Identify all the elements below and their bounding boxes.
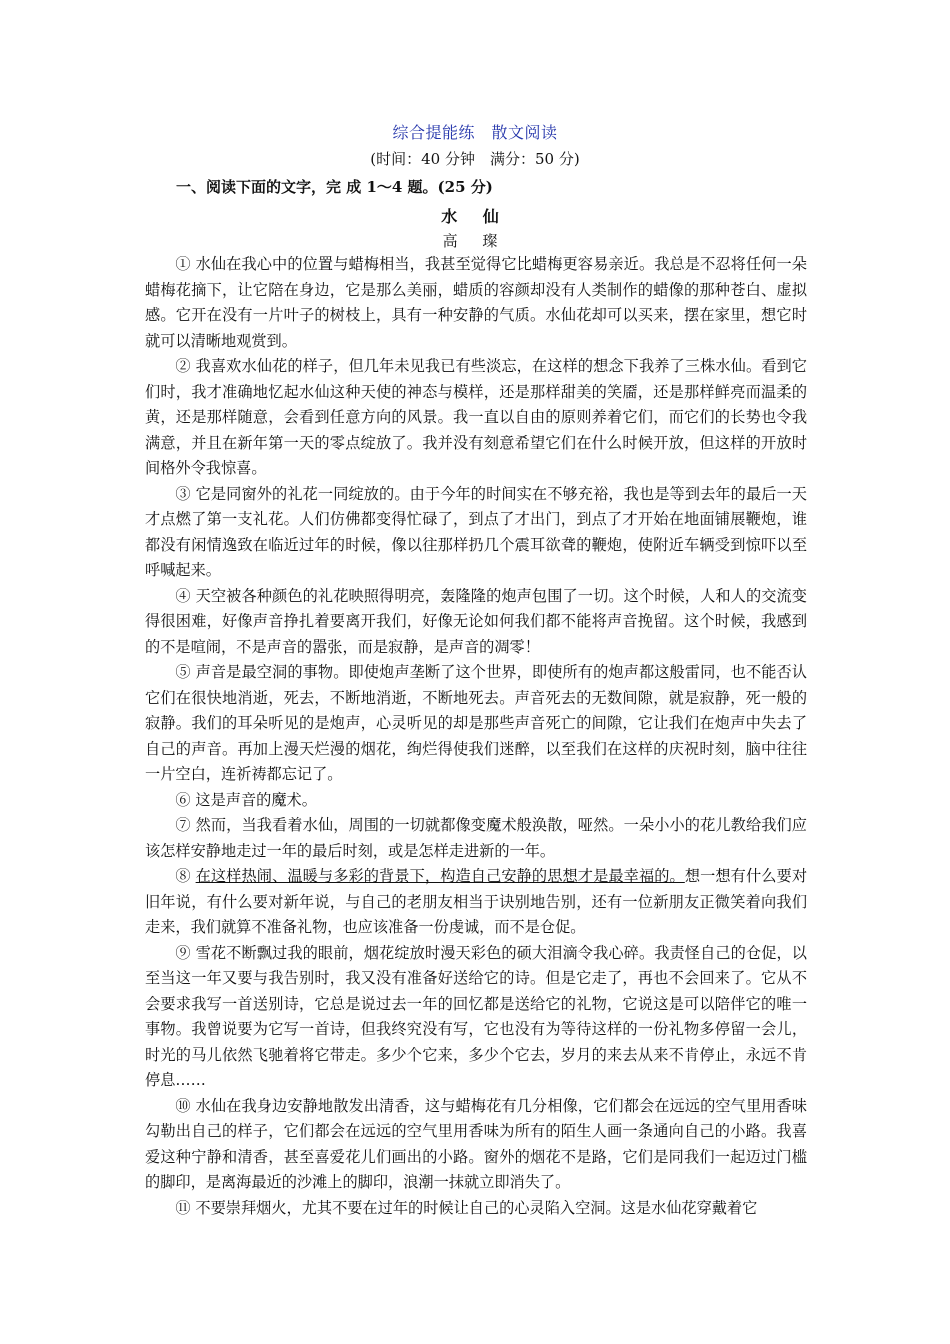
essay-title: 水 仙	[441, 207, 509, 226]
paragraph-6: ⑥ 这是声音的魔术。	[175, 790, 317, 809]
paragraph-11: ⑪ 不要崇拜烟火，尤其不要在过年的时候让自己的心灵陷入空洞。这是水仙花穿戴着它	[175, 1198, 758, 1217]
question-heading: 一、阅读下面的文字，完 成 1～4 题。(25 分)	[176, 178, 493, 196]
paragraph-1: ① 水仙在我心中的位置与蜡梅相当，我甚至觉得它比蜡梅更容易亲近。我总是不忍将任何一朵蜡梅花摘下，让它陪在身边，它是那么美丽，蜡质的容颜却没有人类制作的蜡像的那种苍白、虚拟感。它开在没有一片叶子的树枝上，具有一种安静的气质。水仙花却可以买来，摆在家里，想它时就可以清晰地观赏到。	[145, 255, 807, 350]
paragraph-2: ② 我喜欢水仙花的样子，但几年未见我已有些淡忘，在这样的想念下我养了三株水仙。看到它们时，我才准确地忆起水仙这种天使的神态与模样，还是那样甜美的笑靥，还是那样鲜亮而温柔的黄，还是那样随意，会看到任意方向的风景。我一直以自由的原则养着它们，而它们的长势也令我满意，并且在新年第一天的零点绽放了。我并没有刻意希望它们在什么时候开放，但这样的开放时间格外令我惊喜。	[145, 357, 807, 477]
paragraph-8-rest: 想一想有什么要对旧年说，有什么要对新年说，与自己的老朋友相当于诀别地告别，还有一位新朋友正微笑着向我们走来，我们就算不准备礼物，也应该准备一份虔诚，而不是仓促。	[145, 867, 808, 936]
paragraph-10: ⑩ 水仙在我身边安静地散发出清香，这与蜡梅花有几分相像，它们都会在远远的空气里用香味勾勒出自己的样子，它们都会在远远的空气里用香味为所有的陌生人画一条通向自己的小路。我喜爱这种宁静和清香，甚至喜爱花儿们画出的小路。窗外的烟花不是路，它们是同我们一起迈过门槛的脚印，是离海最近的沙滩上的脚印，浪潮一抹就立即消失了。	[145, 1096, 807, 1191]
essay-body	[145, 252, 807, 1221]
paragraph-8	[145, 864, 807, 941]
essay-author: 高 璨	[442, 232, 508, 250]
paragraph-8-number: ⑧	[175, 867, 196, 885]
paragraph-9: ⑨ 雪花不断飘过我的眼前，烟花绽放时漫天彩色的硕大泪滴令我心碎。我责怪自己的仓促，以至当这一年又要与我告别时，我又没有准备好送给它的诗。但是它走了，再也不会回来了。它从不会要求我写一首送别诗，它总是说过去一年的回忆都是送给它的礼物，它说这是可以陪伴它的唯一事物。我曾说要为它写一首诗，但我终究没有写，它也没有为等待这样的一份礼物多停留一会儿，时光的马儿依然飞驰着将它带走。多少个它来，多少个它去，岁月的来去从来不肯停止，永远不肯停息……	[145, 943, 807, 1089]
exam-time-info: (时间：40 分钟 满分：50 分)	[370, 150, 580, 168]
paragraph-7: ⑦ 然而，当我看着水仙，周围的一切就都像变魔术般涣散，哑然。一朵小小的花儿教给我们应该怎样安静地走过一年的最后时刻，或是怎样走进新的一年。	[145, 816, 807, 860]
paragraph-5: ⑤ 声音是最空洞的事物。即使炮声垄断了这个世界，即使所有的炮声都这般雷同，也不能否认它们在很快地消逝，死去，不断地消逝，不断地死去。声音死去的无数间隙，就是寂静，死一般的寂静。我们的耳朵听见的是炮声，心灵听见的却是那些声音死亡的间隙，它让我们在炮声中失去了自己的声音。再加上漫天烂漫的烟花，绚烂得使我们迷醉，以至我们在这样的庆祝时刻，脑中往往一片空白，连祈祷都忘记了。	[145, 663, 807, 783]
paragraph-3: ③ 它是同窗外的礼花一同绽放的。由于今年的时间实在不够充裕，我也是等到去年的最后一天才点燃了第一支礼花。人们仿佛都变得忙碌了，到点了才出门，到点了才开始在地面铺展鞭炮，谁都没有闲情逸致在临近过年的时候，像以往那样扔几个震耳欲聋的鞭炮，使附近车辆受到惊吓以至呼喊起来。	[145, 484, 807, 579]
page-title: 综合提能练 散文阅读	[392, 123, 558, 142]
underlined-sentence: 在这样热闹、温暖与多彩的背景下，构造自己安静的思想才是最幸福的。	[195, 867, 685, 885]
paragraph-4: ④ 天空被各种颜色的礼花映照得明亮，轰隆隆的炮声包围了一切。这个时候，人和人的交流变得很困难，好像声音挣扎着要离开我们，好像无论如何我们都不能将声音挽留。这个时候，我感到的不是喧闹，不是声音的嚣张，而是寂静，是声音的凋零！	[145, 586, 807, 656]
